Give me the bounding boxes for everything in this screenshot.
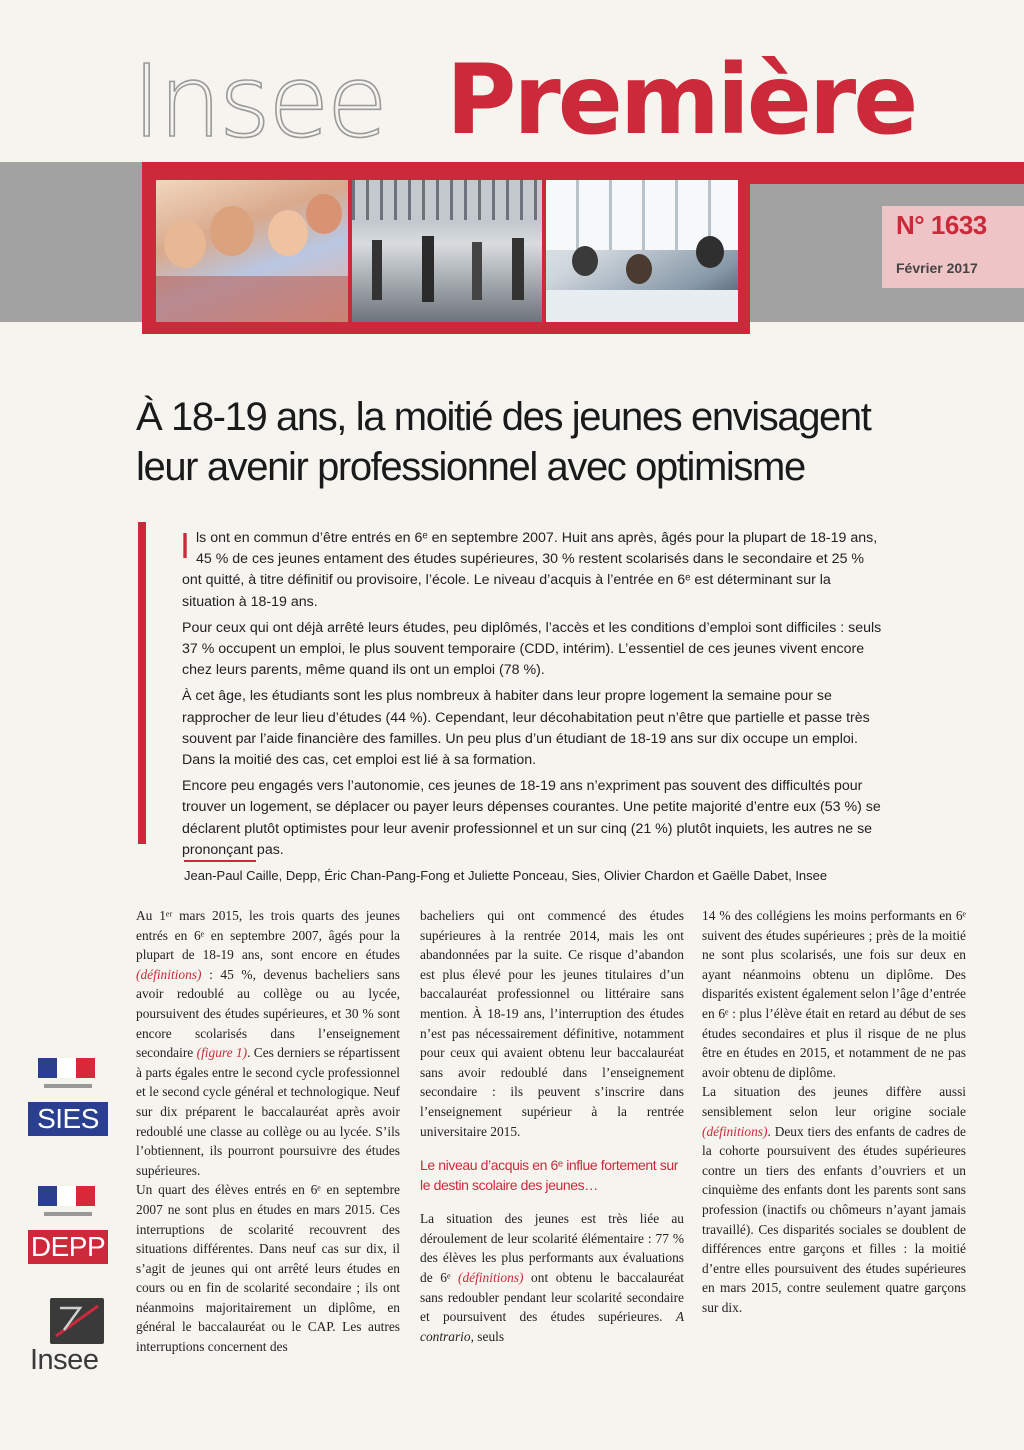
section-heading: Le niveau d’acquis en 6ᵉ influe fortement sur le destin scolaire des jeunes…: [420, 1157, 679, 1194]
text-run: La situation des jeunes est très liée au déroulement de leur scolarité élémentaire : 77 % des élèves les plus performants aux évaluations de 6ᵉ: [420, 1211, 684, 1285]
column-1-paragraph-1: [136, 906, 400, 1180]
text-run: . Ces derniers se répartissent à parts égales entre le second cycle professionnel et le second cycle général et technologique. Neuf sur dix préparent le baccalauréat après avoir redoublé une classe au collège ou au lycée. S’ils l’obtiennent, ils pourront poursuivre des études supérieures.: [136, 1045, 400, 1178]
authors-rule: [184, 860, 256, 862]
text-run: Au 1ᵉʳ mars 2015, les trois quarts des jeunes entrés en 6ᵉ en septembre 2007, âgés pour la plupart de 18-19 ans, sont encore en études: [136, 908, 400, 963]
depp-label: DEPP: [28, 1230, 108, 1264]
summary-paragraph-4: Encore peu engagés vers l’autonomie, ces jeunes de 18-19 ans n’expriment pas souvent des difficultés pour trouver un logement, se déplacer ou payer leurs dépenses courantes. Une petite majorité d’entre eux (53 %) se déclarent plutôt optimistes pour leur avenir professionnel et un sur cinq (21 %) plutôt inquiets, les autres ne se prononçant pas.: [182, 778, 881, 858]
summary-box: [180, 525, 882, 866]
issue-number: N° 1633: [896, 210, 987, 240]
brand-premiere-wordmark: Première: [446, 44, 916, 156]
summary-paragraph-1-text: ls ont en commun d’être entrés en 6ᵉ en septembre 2007. Huit ans après, âgés pour la plupart de 18-19 ans, 45 % de ces jeunes entament des études supérieures, 30 % restent scolarisés dans le secondaire et 25 % ont quitté, à titre définitif ou provisoire, l’école. Le niveau d’acquis à l’entrée en 6ᵉ est déterminant sur la situation à 18-19 ans.: [182, 530, 878, 610]
title-line-2: leur avenir professionnel avec optimisme: [136, 445, 805, 489]
text-run: : 45 %, devenus bacheliers sans avoir redoublé au collège ou au lycée, poursuivent des études supérieures, et 30 % sont encore scolarisés dans l’enseignement secondaire: [136, 966, 400, 1061]
column-2-paragraph-1: bacheliers qui ont commencé des études supérieures à la rentrée 2014, mais les ont abandonnées par la suite. Ce risque d’abandon est plus élevé pour les jeunes titulaires d’un baccalauréat professionnel ou littéraire sans mention. À 18-19 ans, l’interruption des études n’est pas nécessairement définitive, notamment pour ceux qui avaient obtenu leur baccalauréat sans avoir redoublé dans l’enseignement secondaire : ils peuvent s’inscrire dans l’enseignement supérieur à la rentrée universitaire 2015.: [420, 908, 684, 1139]
summary-paragraph-2: Pour ceux qui ont déjà arrêté leurs études, peu diplômés, l’accès et les conditions d’emploi sont difficiles : seuls 37 % occupent un emploi, le plus souvent temporaire (CDD, intérim). L’essentiel de ces jeunes vivent encore chez leurs parents, même quand ils ont un emploi (78 %).: [182, 619, 882, 679]
summary-paragraph-3: À cet âge, les étudiants sont les plus nombreux à habiter dans leur propre logement la semaine pour se rapprocher de leur lieu d’études (44 %). Cependant, leur décohabitation peut n’être que partielle et passe très souvent par l’aide financière des familles. Un peu plus d’un étudiant de 18-19 ans sur dix occupe un emploi. Dans la moitié des cas, cet emploi est lié à sa formation.: [182, 688, 870, 769]
body-column-3: [702, 906, 966, 1317]
title-line-1: À 18-19 ans, la moitié des jeunes envisagent: [136, 395, 871, 439]
text-run: La situation des jeunes diffère aussi sensiblement selon leur origine sociale: [702, 1084, 966, 1119]
column-1-paragraph-2: Un quart des élèves entrés en 6ᵉ en septembre 2007 ne sont plus en études en mars 2015. Ces interruptions de scolarité recouvrent des situations différentes. Dans neuf cas sur dix, il s’agit de jeunes qui ont arrêté leurs études en cours ou en fin de scolarité secondaire ; ils ont néanmoins majoritairement un diplôme, en général le baccalauréat ou le CAP. Les autres interruptions concernent des: [136, 1182, 400, 1355]
text-run: , seuls: [470, 1328, 505, 1344]
drop-cap: I: [180, 525, 191, 566]
insee-mark-icon: [50, 1298, 104, 1344]
marianne-flag-icon: [38, 1058, 96, 1078]
photo-children: [156, 180, 348, 322]
body-column-1: [136, 906, 400, 1357]
photo-station-hall: [352, 180, 542, 322]
body-column-2: [420, 906, 684, 1346]
depp-logo: [28, 1178, 108, 1266]
sies-logo: [28, 1050, 108, 1138]
definitions-link[interactable]: (définitions): [457, 1269, 524, 1285]
italic-phrase: A contrario: [420, 1309, 684, 1344]
figure-1-link[interactable]: (figure 1): [196, 1045, 248, 1061]
column-3-paragraph-2: [702, 1082, 966, 1317]
summary-paragraph-1: [180, 525, 882, 613]
sies-label: SIES: [28, 1102, 108, 1136]
insee-wordmark: Insee: [30, 1344, 99, 1376]
brand-insee-wordmark: Insee: [132, 43, 386, 160]
marianne-flag-icon: [38, 1186, 96, 1206]
text-run: ont obtenu le baccalauréat sans redoubler pendant leur scolarité secondaire et poursuivent des études supérieures.: [420, 1269, 684, 1325]
authors-line: Jean-Paul Caille, Depp, Éric Chan-Pang-Fong et Juliette Ponceau, Sies, Olivier Chardon et Gaëlle Dabet, Insee: [184, 868, 828, 883]
definitions-link[interactable]: (définitions): [136, 966, 202, 982]
page-title: [136, 392, 936, 492]
column-3-paragraph-1: 14 % des collégiens les moins performants en 6ᵉ suivent des études supérieures ; près de la moitié ne sont plus scolarisés, une fois sur deux en ayant néanmoins obtenu un diplôme. Des disparités existent également selon l’âge d’entrée en 6ᵉ : plus l’élève était en retard au début de ses études secondaires et plus il risque de ne plus être en études en 2015, et notamment de ne pas avoir obtenu de diplôme.: [702, 908, 966, 1080]
photo-office-workers: [546, 180, 738, 322]
column-2-paragraph-2: [420, 1209, 684, 1346]
definitions-link[interactable]: (définitions): [702, 1123, 768, 1139]
issue-date: Février 2017: [896, 260, 978, 276]
insee-logo: [30, 1298, 108, 1378]
text-run: . Deux tiers des enfants de cadres de la cohorte poursuivent des études supérieures contre un tiers des enfants d’ouvriers et un cinquième des enfants dont les parents sont sans profession (inactifs ou chômeurs n’ayant jamais travaillé). Ces disparités sociales se doublent de différences entre garçons et filles : la moitié d’entre elles poursuivent des études supérieures en mars 2015, contre seulement quatre garçons sur dix.: [702, 1123, 966, 1315]
summary-accent-bar: [138, 522, 146, 844]
